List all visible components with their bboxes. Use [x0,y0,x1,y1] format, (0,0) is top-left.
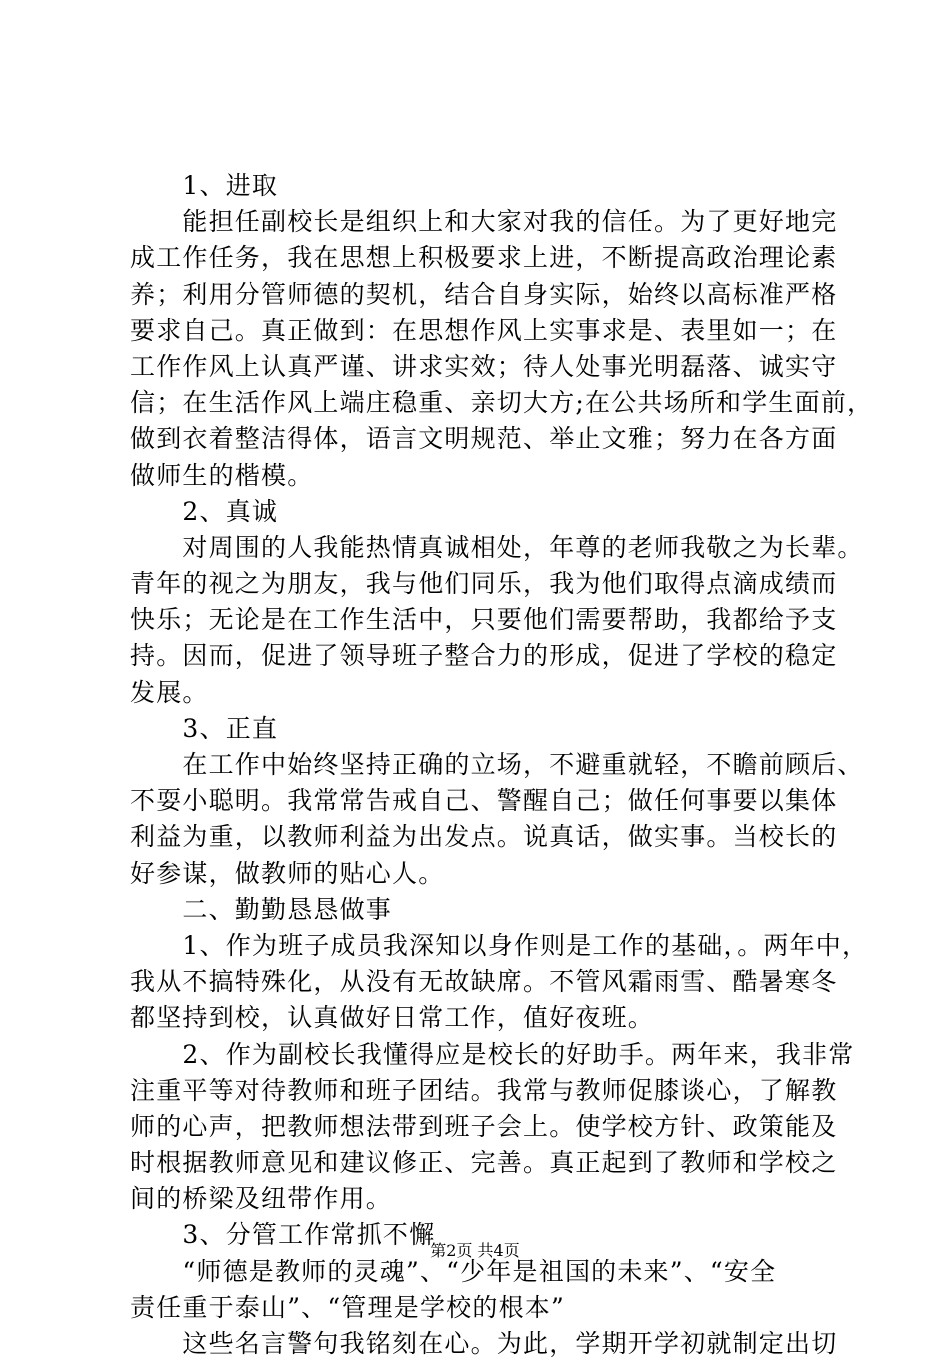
section-heading: 3、正直 [130,713,279,743]
paragraph-line: 时根据教师意见和建议修正、完善。真正起到了教师和学校之 [130,1148,838,1178]
paragraph-line: “师德是教师的灵魂”、“少年是祖国的未来”、“安全 [130,1256,777,1286]
paragraph-line: 能担任副校长是组织上和大家对我的信任。为了更好地完 [130,207,838,237]
paragraph-line: 这些名言警句我铭刻在心。为此，学期开学初就制定出切 [130,1329,838,1358]
paragraph-line: 做师生的楷模。 [130,460,314,490]
paragraph-line: 做到衣着整洁得体，语言文明规范、举止文雅；努力在各方面 [130,424,838,454]
section-heading: 二、勤勤恳恳做事 [130,894,393,924]
paragraph-line: 利益为重，以教师利益为出发点。说真话，做实事。当校长的 [130,822,838,852]
section-heading: 1、进取 [130,171,279,200]
paragraph-line: 快乐；无论是在工作生活中，只要他们需要帮助，我都给予支 [130,605,838,635]
page-number-footer: 第2页 共4页 [430,1241,520,1260]
paragraph-line: 持。因而，促进了领导班子整合力的形成，促进了学校的稳定 [130,641,838,671]
paragraph-line: 间的桥梁及纽带作用。 [130,1184,393,1214]
paragraph-line: 1、作为班子成员我深知以身作则是工作的基础，。两年中， [130,930,869,960]
paragraph-line: 都坚持到校，认真做好日常工作，值好夜班。 [130,1003,655,1033]
paragraph-line: 对周围的人我能热情真诚相处，年尊的老师我敬之为长辈。 [130,532,864,562]
paragraph-line: 青年的视之为朋友，我与他们同乐，我为他们取得点滴成绩而 [130,569,838,599]
paragraph-line: 2、作为副校长我懂得应是校长的好助手。两年来，我非常 [130,1039,855,1069]
paragraph-line: 成工作任务，我在思想上积极要求上进，不断提高政治理论素 [130,243,838,273]
paragraph-line: 要求自己。真正做到：在思想作风上实事求是、表里如一；在 [130,315,838,345]
paragraph-line: 发展。 [130,677,209,707]
document-body [130,168,874,1362]
paragraph-line: 注重平等对待教师和班子团结。我常与教师促膝谈心，了解教 [130,1075,838,1105]
paragraph-line: 不耍小聪明。我常常告戒自己、警醒自己；做任何事要以集体 [130,786,838,816]
section-heading: 2、真诚 [130,496,279,526]
paragraph-line: 好参谋，做教师的贴心人。 [130,858,445,888]
paragraph-line: 信；在生活作风上端庄稳重、亲切大方;在公共场所和学生面前， [130,388,874,418]
paragraph-line: 师的心声，把教师想法带到班子会上。使学校方针、政策能及 [130,1111,838,1141]
paragraph-line: 工作作风上认真严谨、讲求实效；待人处事光明磊落、诚实守 [130,351,838,381]
section-heading: 3、分管工作常抓不懈 [130,1220,436,1250]
paragraph-line: 责任重于泰山”、“管理是学校的根本” [130,1292,565,1322]
paragraph-line: 养；利用分管师德的契机，结合自身实际，始终以高标准严格 [130,279,838,309]
paragraph-line: 我从不搞特殊化，从没有无故缺席。不管风霜雨雪、酷暑寒冬 [130,967,838,997]
paragraph-line: 在工作中始终坚持正确的立场，不避重就轻，不瞻前顾后、 [130,750,864,779]
